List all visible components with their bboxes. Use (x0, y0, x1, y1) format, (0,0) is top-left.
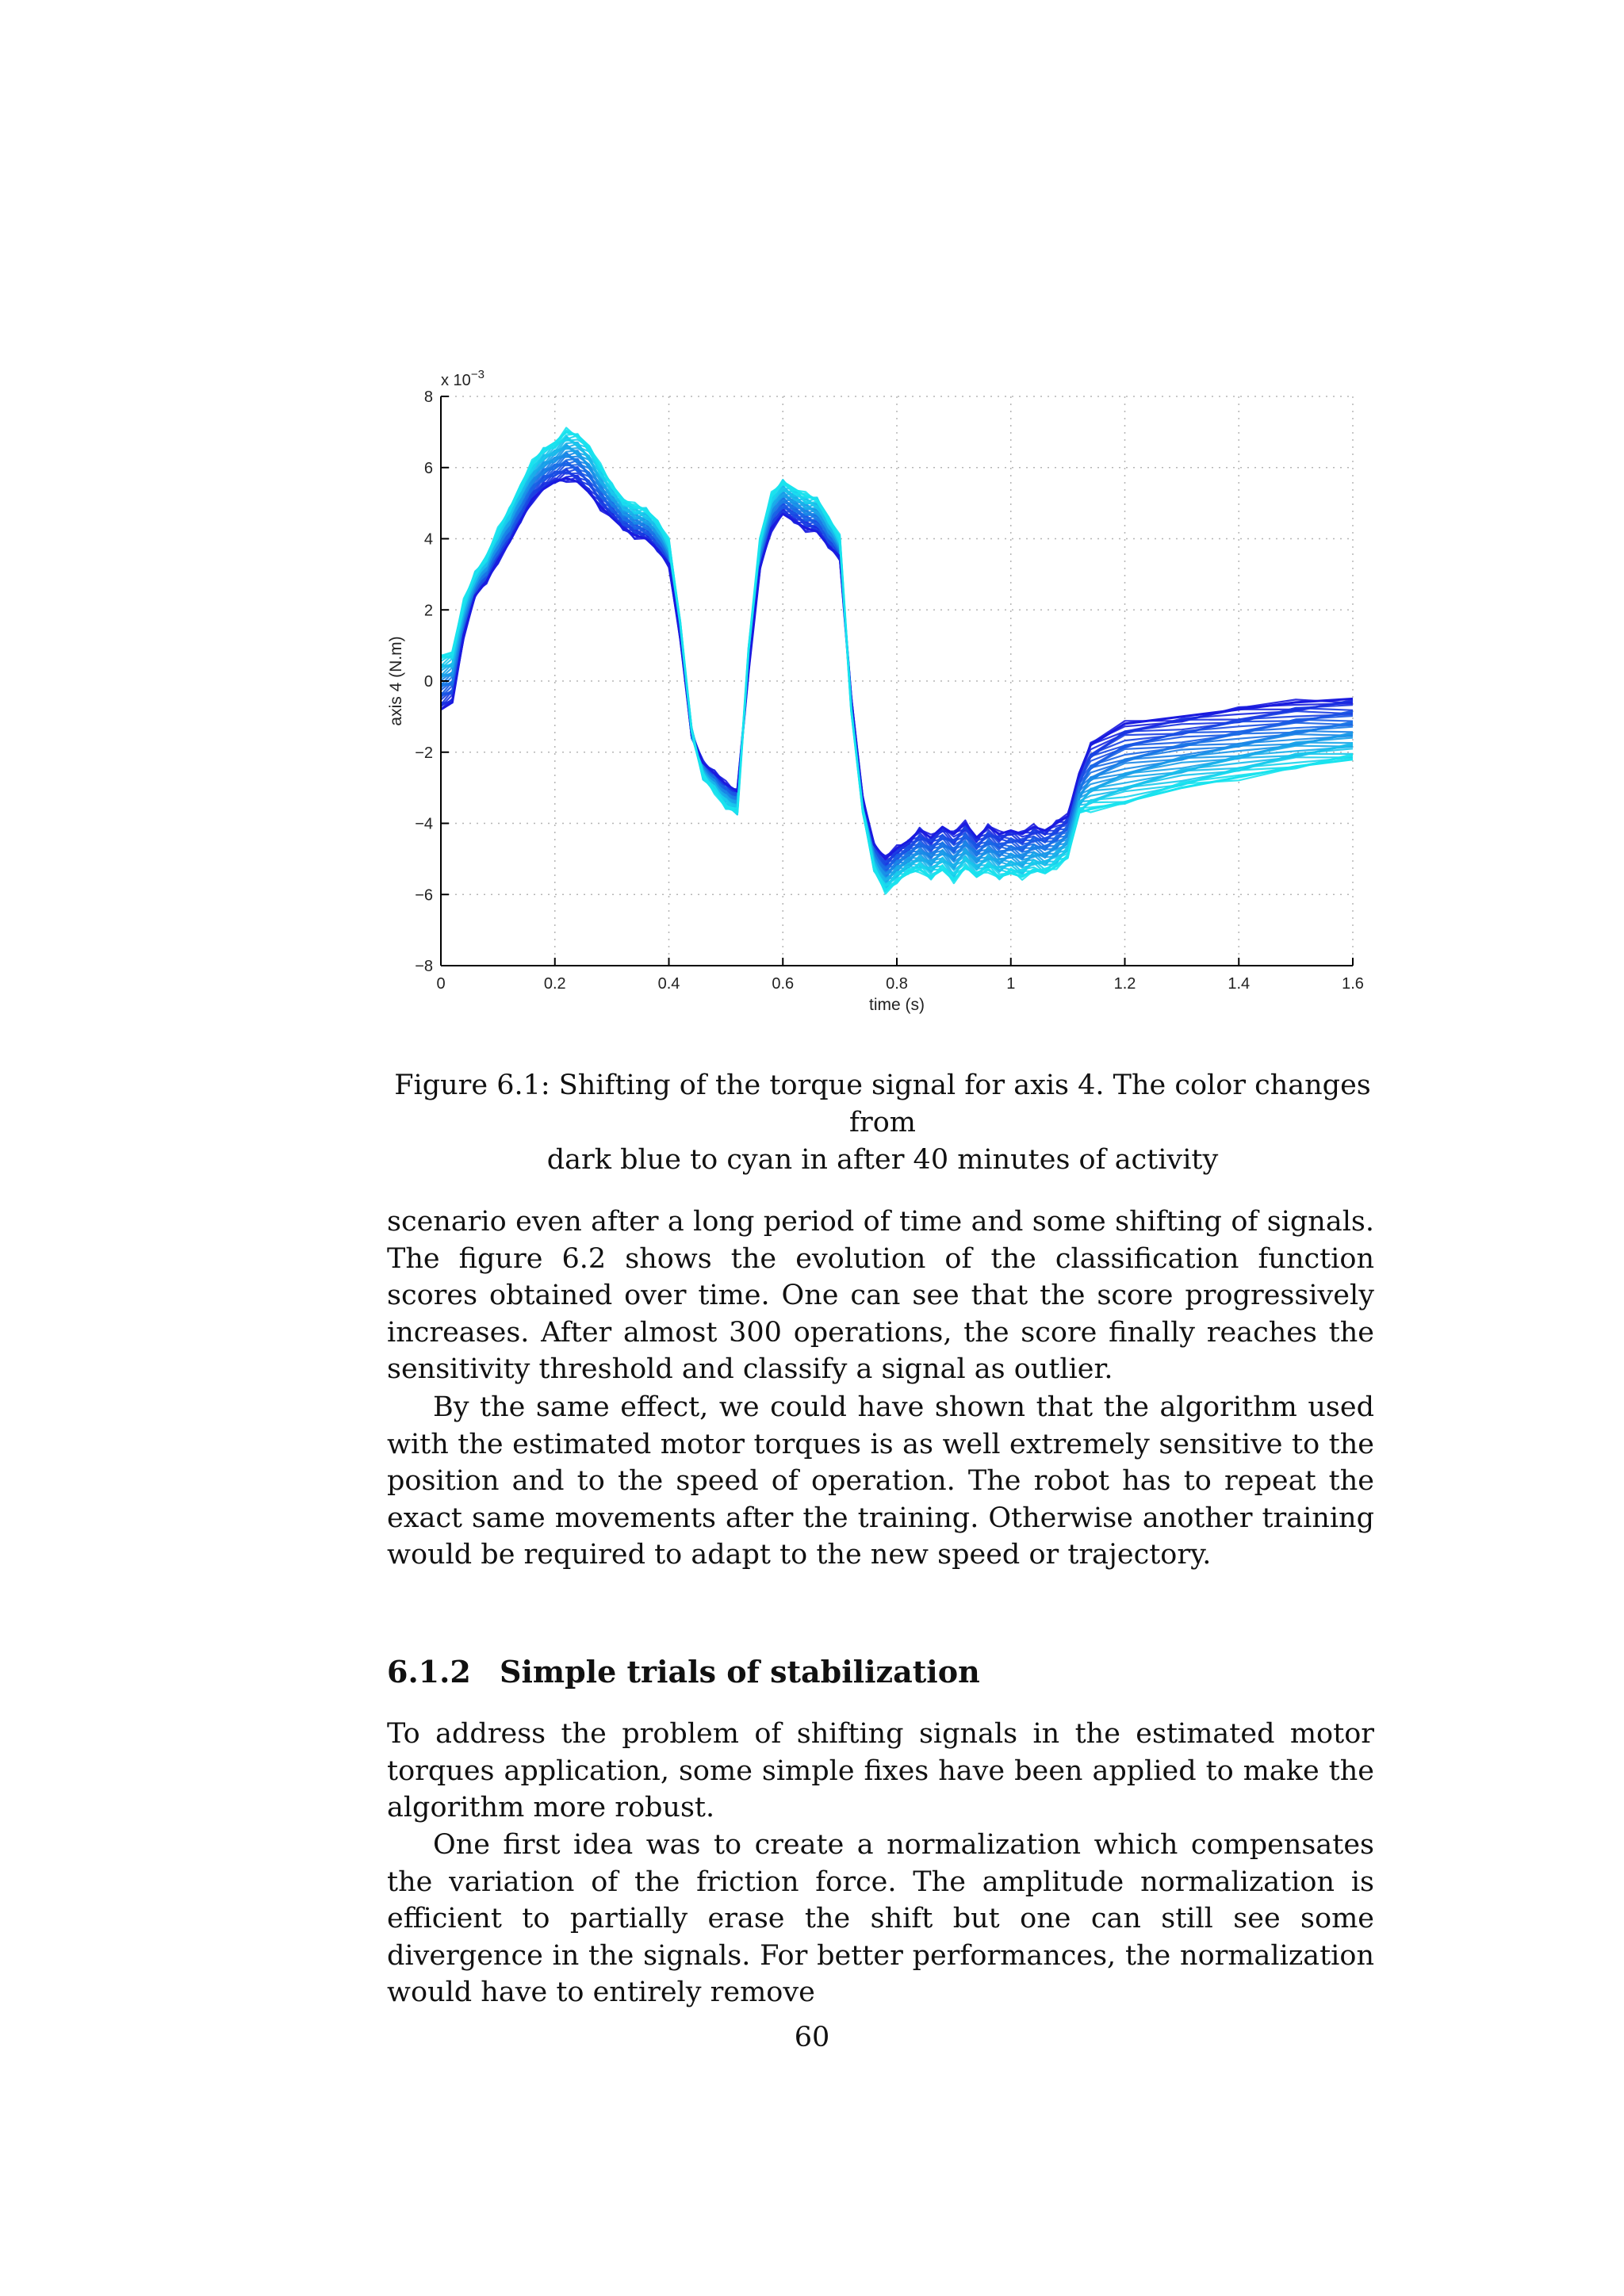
trace-line (441, 444, 1353, 882)
trace-line (441, 469, 1353, 862)
y-tick-label: −8 (415, 958, 433, 975)
figure-caption-line-1: Figure 6.1: Shifting of the torque signal for axis 4. The color changes from (394, 1070, 1371, 1138)
x-axis-label: time (s) (869, 996, 925, 1014)
trace-line (441, 430, 1353, 890)
x-tick-label: 1 (1006, 975, 1016, 993)
trace-line (441, 464, 1353, 867)
x-tick-label: 0.2 (543, 975, 566, 993)
figure-caption (387, 1067, 1378, 1179)
body-paragraph-1: scenario even after a long period of time and some shifting of signals. The figure 6.2 shows the evolution of the classification function scores obtained over time. One can see that the score progressively increases. After almost 300 operations, the score finally reaches the sensitivity threshold and classify a signal as outlier. (387, 1206, 1374, 1385)
y-axis-multiplier: x $10^{-3}$ (441, 368, 485, 389)
trace-line (441, 461, 1353, 871)
y-tick-label: −2 (415, 744, 433, 762)
x-tick-label: 1.2 (1113, 975, 1136, 993)
trace-line (441, 471, 1353, 863)
x-tick-label: 0.4 (657, 975, 680, 993)
trace-line (441, 469, 1353, 865)
y-axis-multiplier-exponent: −3 (470, 368, 485, 381)
section-heading (387, 1654, 980, 1689)
body-paragraph-2: By the same effect, we could have shown that the algorithm used with the estimated motor torques is as well extremely sensitive to the position and to the speed of operation. The robot has to repeat the exact same movements after the training. Otherwise another training would be required to adapt to the new speed or trajectory. (387, 1391, 1374, 1571)
y-tick-label: 8 (423, 388, 433, 406)
figure-caption-line-2: dark blue to cyan in after 40 minutes of activity (546, 1144, 1219, 1176)
y-tick-label: 6 (423, 459, 433, 477)
x-tick-label: 1.4 (1228, 975, 1251, 993)
trace-line (441, 461, 1353, 867)
body-paragraph-3: To address the problem of shifting signals in the estimated motor torques application, some simple fixes have been applied to make the algorithm more robust. (387, 1718, 1374, 1823)
trace-line (441, 448, 1353, 881)
x-tick-label: 0 (436, 975, 446, 993)
y-tick-label: 2 (423, 602, 433, 620)
x-tick-label: 0.8 (886, 975, 908, 993)
trace-line (441, 453, 1353, 879)
trace-line (441, 452, 1353, 873)
y-axis-label: axis 4 (N.m) (387, 636, 405, 726)
x-tick-label: 1.6 (1342, 975, 1364, 993)
y-tick-label: 0 (423, 673, 433, 691)
page-number: 60 (794, 2022, 830, 2053)
trace-line (441, 453, 1353, 877)
section-number: 6.1.2 (387, 1654, 471, 1689)
trace-line (441, 477, 1353, 856)
trace-line (441, 435, 1353, 884)
trace-line (441, 472, 1353, 860)
y-tick-label: −6 (415, 886, 433, 905)
trace-line (441, 439, 1353, 890)
y-tick-label: 4 (423, 530, 433, 549)
section-title: Simple trials of stabilization (500, 1654, 980, 1689)
trace-line (441, 459, 1353, 868)
x-tick-label: 0.6 (772, 975, 795, 993)
body-paragraph-4: One first idea was to create a normalization which compensates the variation of the friction force. The amplitude normalization is efficient to partially erase the shift but one can still see some divergence in the signals. For better performances, the normalization would have to entirely remove (387, 1829, 1374, 2008)
trace-line (441, 440, 1353, 887)
y-tick-label: −4 (415, 815, 433, 833)
torque-line-chart (373, 361, 1388, 1019)
